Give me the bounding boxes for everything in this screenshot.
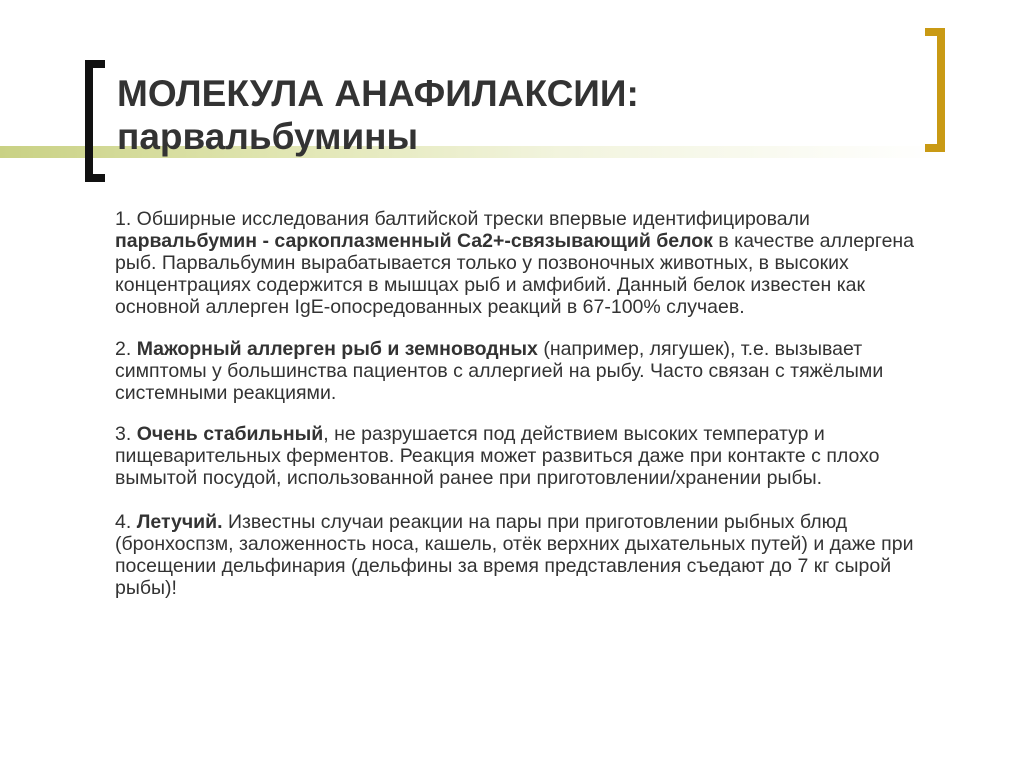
paragraph-2-number: 2.	[115, 338, 137, 360]
title-line-1: МОЛЕКУЛА АНАФИЛАКСИИ:	[117, 73, 639, 114]
right-bracket-decoration	[925, 28, 945, 152]
paragraph-4-bold: Летучий.	[136, 511, 223, 533]
paragraph-2-bold: Мажорный аллерген рыб и земноводных	[136, 338, 538, 360]
paragraph-4-number: 4.	[115, 511, 137, 533]
paragraph-3	[115, 423, 923, 489]
paragraph-4	[115, 511, 923, 599]
paragraph-1	[115, 208, 923, 318]
slide-body	[115, 208, 923, 599]
title-line-2: парвальбумины	[117, 116, 419, 157]
left-bracket-decoration	[85, 60, 105, 182]
paragraph-1-text-end: в качестве аллергена рыб. Парвальбумин вырабатывается только у позвоночных животных, в высоких концентрациях содержится в мышцах рыб и амфибий. Данный белок известен как основной аллерген IgE-опосредованных реакций в 67-100% случаев.	[115, 230, 915, 318]
paragraph-1-text-start: 1. Обширные исследования балтийской трески впервые идентифицировали	[115, 208, 810, 230]
paragraph-3-bold: Очень стабильный	[136, 423, 324, 445]
paragraph-3-number: 3.	[115, 423, 137, 445]
paragraph-1-bold: парвальбумин - саркоплазменный Са2+-связывающий белок	[115, 230, 713, 252]
paragraph-2-text: (например, лягушек), т.е. вызывает симптомы у большинства пациентов с аллергией на рыбу. Часто связан с тяжёлыми системными реакциями.	[115, 338, 884, 404]
paragraph-3-text: , не разрушается под действием высоких температур и пищеварительных ферментов. Реакция может развиться даже при контакте с плохо вымытой посудой, использованной ранее при приготовлении/хранении рыбы.	[115, 423, 880, 489]
paragraph-2	[115, 338, 923, 404]
slide-title	[117, 72, 897, 158]
paragraph-4-text: Известны случаи реакции на пары при приготовлении рыбных блюд (бронхоспзм, заложенность носа, кашель, отёк верхних дыхательных путей) и даже при посещении дельфинария (дельфины за время представления съедают до 7 кг сырой рыбы)!	[115, 511, 914, 599]
